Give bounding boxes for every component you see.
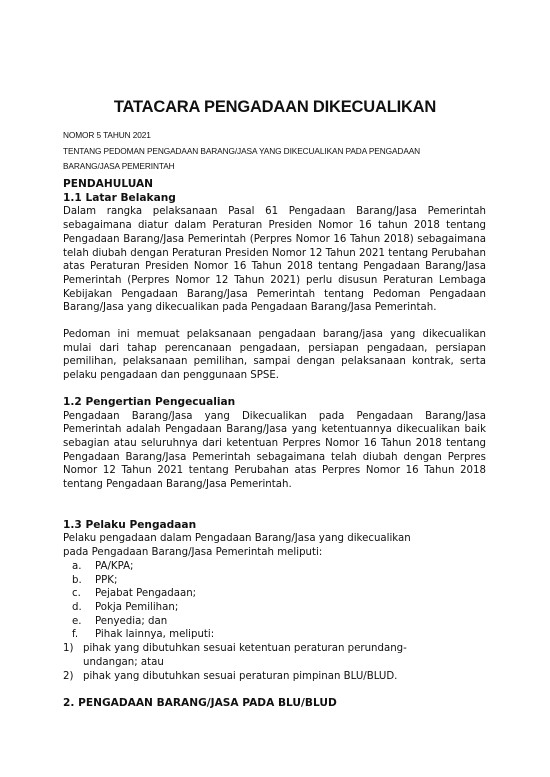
paragraph-latar-belakang-1: Dalam rangka pelaksanaan Pasal 61 Pengadaan Barang/Jasa Pemerintah sebagaimana diatur dalam Peraturan Presiden Nomor 16 tahun 2018 tentang Pengadaan Barang/Jasa Pemerintah (Perpres Nomor 16 Tahun 2018) sebagaimana telah diubah dengan Peraturan Presiden Nomor 12 Tahun 2021 tentang Perubahan atas Peraturan Presiden Nomor 16 Tahun 2018 tentang Pengadaan Barang/Jasa Pemerintah (Perpres Nomor 12 Tahun 2021) perlu disusun Peraturan Lembaga Kebijakan Pengadaan Barang/Jasa Pemerintah tentang Pedoman Pengadaan Barang/Jasa yang dikecualikan pada Pengadaan Barang/Jasa Pemerintah. — [63, 206, 486, 314]
paragraph-latar-belakang-2: Pedoman ini memuat pelaksanaan pengadaan barang/jasa yang dikecualikan mulai dari tahap perencanaan pengadaan, persiapan pengadaan, persiapan pemilihan, pelaksanaan pemilihan, sampai dengan pelaksanaan kontrak, serta pelaku pengadaan dan penggunaan SPSE. — [63, 329, 486, 382]
regulation-subject-line-2: BARANG/JASA PEMERINTAH — [63, 161, 175, 171]
heading-pengertian: 1.2 Pengertian Pengecualian — [63, 395, 236, 408]
pihak-lainnya-list — [63, 642, 486, 683]
heading-pelaku-pengadaan: 1.3 Pelaku Pengadaan — [63, 518, 197, 531]
pelaku-intro-line-1: Pelaku pengadaan dalam Pengadaan Barang/Jasa yang dikecualikan — [63, 533, 411, 545]
list-item: a. PA/KPA; — [72, 560, 134, 572]
regulation-subject-line-1: TENTANG PEDOMAN PENGADAAN BARANG/JASA YANG DIKECUALIKAN PADA PENGADAAN — [63, 145, 421, 156]
list-item: d. Pokja Pemilihan; — [72, 601, 179, 613]
document-subheading — [63, 128, 493, 175]
document-body — [63, 178, 486, 711]
heading-latar-belakang: 1.1 Latar Belakang — [63, 191, 176, 204]
document-title: TATACARA PENGADAAN DIKECUALIKAN — [113, 98, 437, 116]
heading-section-2: 2. PENGADAAN BARANG/JASA PADA BLU/BLUD — [63, 697, 337, 710]
heading-pendahuluan: PENDAHULUAN — [63, 178, 154, 190]
regulation-number: NOMOR 5 TAHUN 2021 — [63, 130, 151, 140]
list-item: f. Pihak lainnya, meliputi: — [72, 629, 215, 641]
pelaku-intro-line-2: pada Pengadaan Barang/Jasa Pemerintah meliputi: — [63, 547, 323, 559]
list-item: c. Pejabat Pengadaan; — [72, 588, 197, 600]
pelaku-list — [63, 560, 486, 642]
list-item: 2) pihak yang dibutuhkan sesuai peraturan pimpinan BLU/BLUD. — [63, 670, 398, 682]
list-item: 1) pihak yang dibutuhkan sesuai ketentuan peraturan perundang- undangan; atau — [63, 643, 407, 668]
list-item: e. Penyedia; dan — [72, 615, 168, 627]
paragraph-pengertian: Pengadaan Barang/Jasa yang Dikecualikan pada Pengadaan Barang/Jasa Pemerintah adalah Pengadaan Barang/Jasa yang ketentuannya dikecualikan baik sebagian atau seluruhnya dari ketentuan Perpres Nomor 16 Tahun 2018 tentang Pengadaan Barang/Jasa Pemerintah sebagaimana telah diubah dengan Perpres Nomor 12 Tahun 2021 tentang Perubahan atas Perpres Nomor 16 Tahun 2018 tentang Pengadaan Barang/Jasa Pemerintah. — [63, 410, 486, 491]
list-item: b. PPK; — [72, 574, 118, 586]
